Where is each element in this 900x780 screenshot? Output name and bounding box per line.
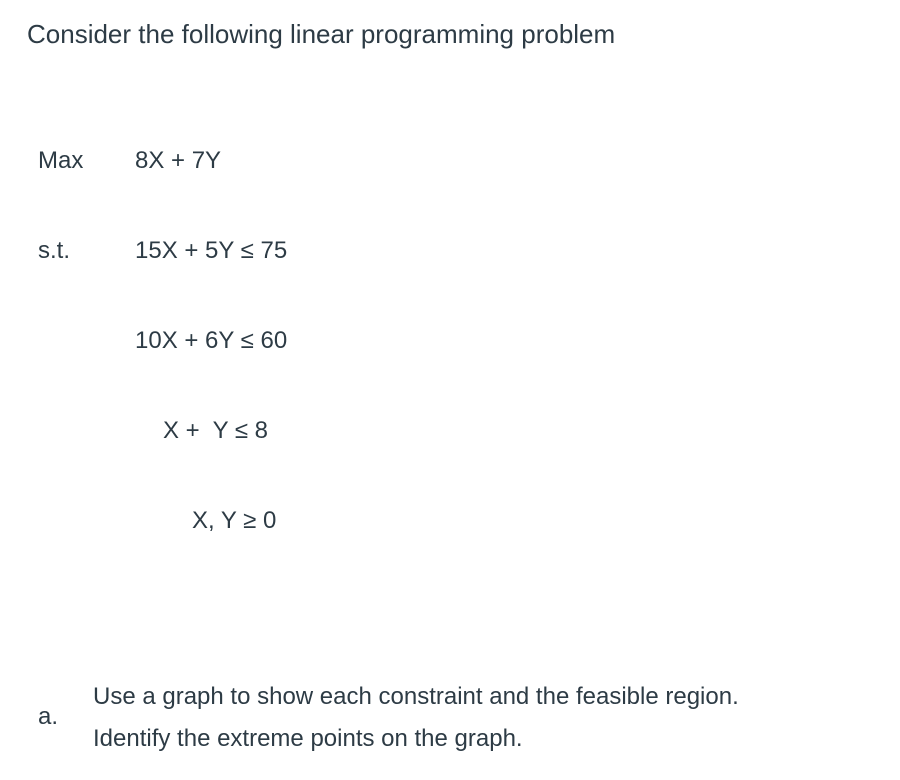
question-text — [93, 676, 873, 760]
constraint-1: 15X + 5Y ≤ 75 — [135, 237, 288, 264]
constraints-label: s.t. — [38, 237, 71, 264]
intro-text: Consider the following linear programming problem — [27, 19, 616, 49]
question-letter: a. — [38, 703, 59, 730]
constraint-2: 10X + 6Y ≤ 60 — [135, 327, 288, 354]
nonnegativity-constraint: X, Y ≥ 0 — [192, 507, 277, 534]
objective-expression: 8X + 7Y — [135, 147, 222, 174]
objective-label: Max — [38, 147, 84, 174]
question-line-2: Identify the extreme points on the graph. — [93, 725, 523, 752]
question-line-1: Use a graph to show each constraint and the feasible region. — [93, 683, 739, 710]
constraint-3: X + Y ≤ 8 — [163, 417, 269, 444]
